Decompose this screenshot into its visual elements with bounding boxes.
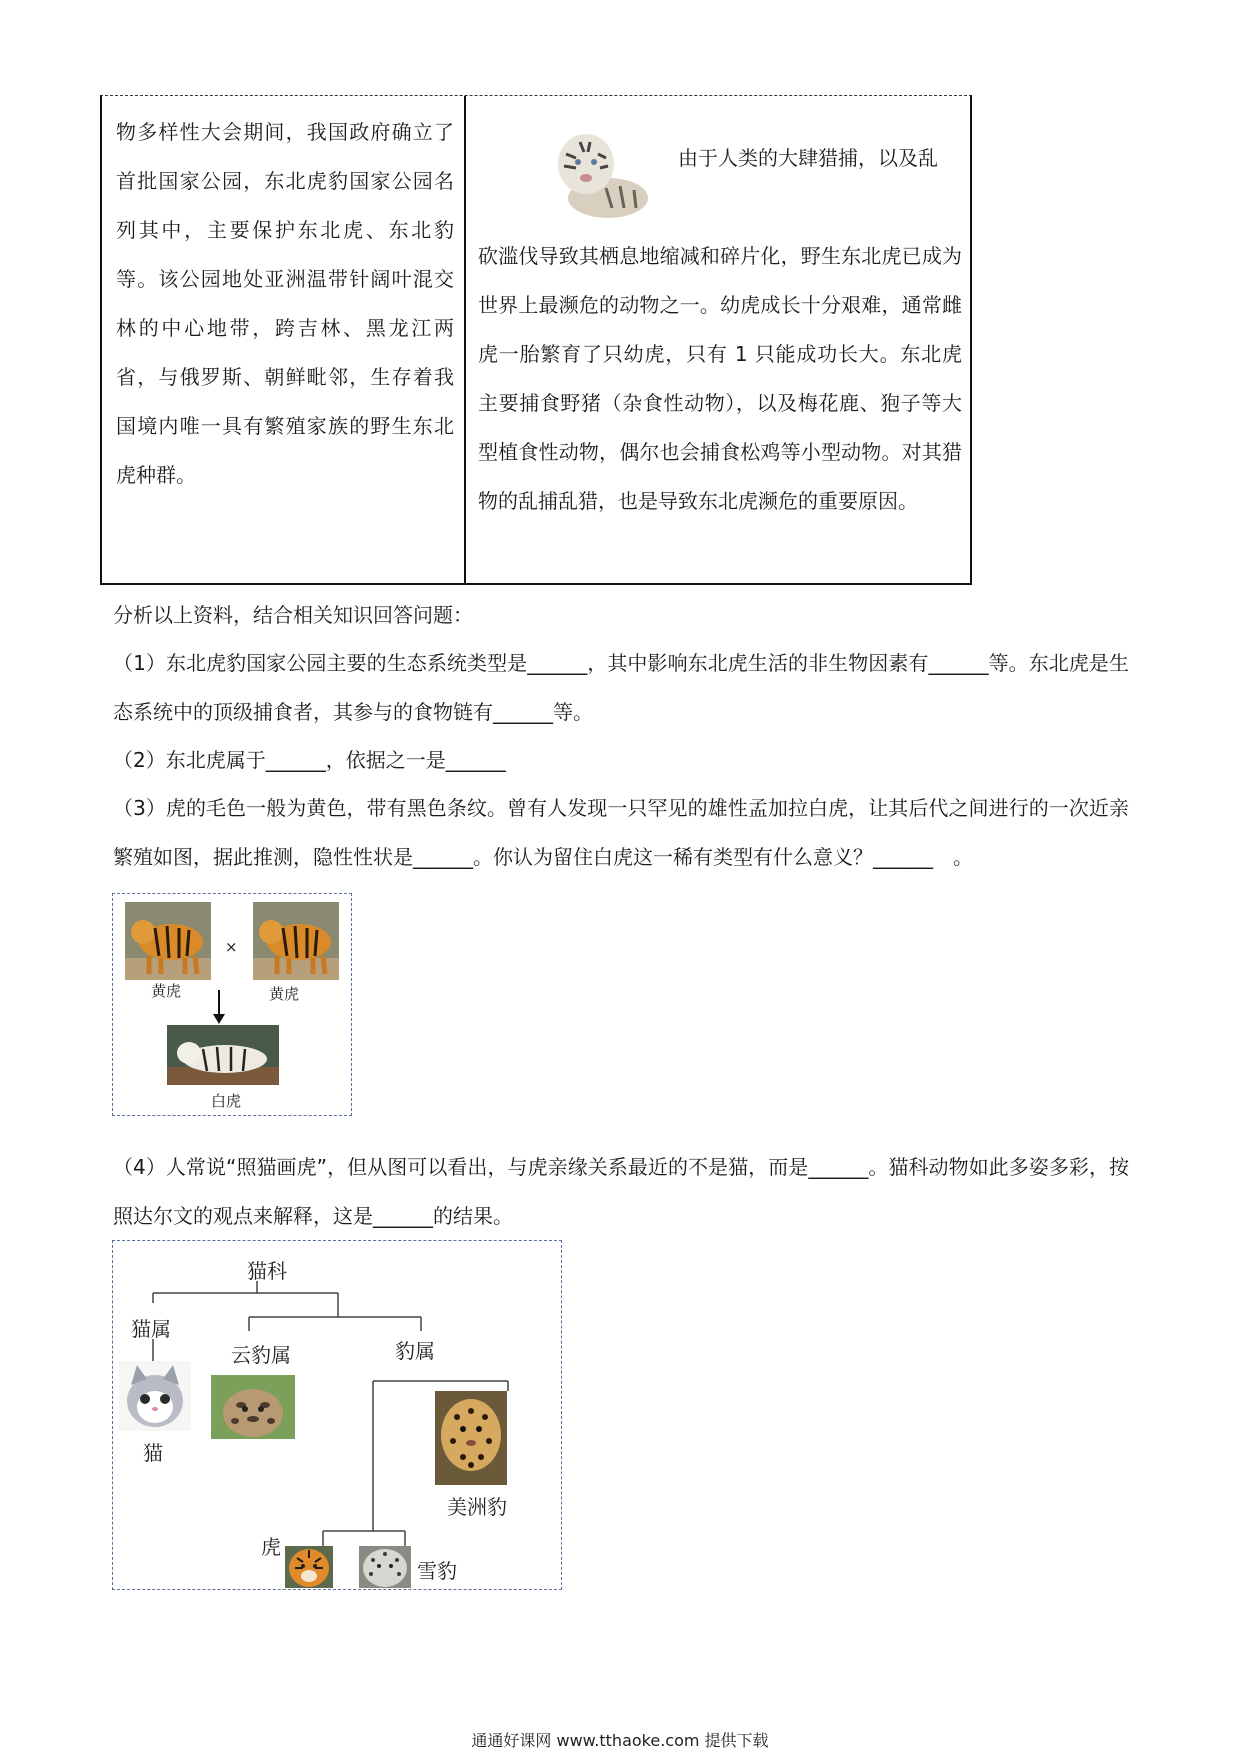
material-left-column xyxy=(102,96,466,583)
material-table xyxy=(100,95,972,585)
white-tiger-offspring-photo xyxy=(167,1025,279,1085)
tiger-label: 虎 xyxy=(261,1535,281,1559)
parent2-tiger-photo xyxy=(253,902,339,980)
tree-diagram xyxy=(112,1240,562,1590)
material-left-text: 物多样性大会期间，我国政府确立了首批国家公园，东北虎豹国家公园名列其中，主要保护东北虎、东北豹等。该公园地处亚洲温带针阔叶混交林的中心地带，跨吉林、黑龙江两省，与俄罗斯、朝鲜毗邻，生存着我国境内唯一具有繁殖家族的野生东北虎种群。 xyxy=(116,120,454,487)
clouded-leopard-photo xyxy=(211,1375,295,1439)
cross-diagram xyxy=(112,893,352,1116)
white-tiger-photo xyxy=(546,124,650,218)
question-2: （2）东北虎属于______，依据之一是______ xyxy=(113,748,506,772)
cat-photo xyxy=(119,1361,191,1431)
family-label: 猫科 xyxy=(247,1259,287,1283)
genus-clouded-leopard-label: 云豹属 xyxy=(231,1343,291,1367)
snow-leopard-label: 雪豹 xyxy=(417,1559,457,1583)
tiger-photo xyxy=(285,1546,333,1588)
genus-panthera-label: 豹属 xyxy=(395,1339,435,1363)
parent1-tiger-photo xyxy=(125,902,211,980)
intro-text: 分析以上资料，结合相关知识回答问题： xyxy=(113,603,473,627)
down-arrow xyxy=(213,990,225,1024)
parent1-label: 黄虎 xyxy=(151,982,182,1000)
jaguar-label: 美洲豹 xyxy=(447,1495,507,1519)
snow-leopard-photo xyxy=(359,1546,411,1588)
parent2-label: 黄虎 xyxy=(269,985,300,1003)
cat-label: 猫 xyxy=(143,1441,163,1465)
question-3: （3）虎的毛色一般为黄色，带有黑色条纹。曾有人发现一只罕见的雄性孟加拉白虎，让其后代之间进行的一次近亲繁殖如图，据此推测，隐性性状是______。你认为留住白虎这一稀有类型有什么意义？______ 。 xyxy=(113,796,1129,869)
question-1: （1）东北虎豹国家公园主要的生态系统类型是______，其中影响东北虎生活的非生物因素有______等。东北虎是生态系统中的顶级捕食者，其参与的食物链有______等。 xyxy=(113,651,1129,724)
page-footer: 通通好课网 www.tthaoke.com 提供下载 xyxy=(471,1731,769,1750)
cross-symbol: × xyxy=(225,938,238,956)
material-right-text: 砍滥伐导致其栖息地缩减和碎片化，野生东北虎已成为世界上最濒危的动物之一。幼虎成长十分艰难，通常雌虎一胎繁育了只幼虎，只有 1 只能成功长大。东北虎主要捕食野猪（杂食性动物），以及梅花鹿、狍子等大型植食性动物，偶尔也会捕食松鸡等小型动物。对其猎物的乱捕乱猎，也是导致东北虎濒危的重要原因。 xyxy=(478,244,962,513)
material-right-column xyxy=(466,96,972,583)
question-4: （4）人常说“照猫画虎”，但从图可以看出，与虎亲缘关系最近的不是猫，而是______。猫科动物如此多姿多彩，按照达尔文的观点来解释，这是______的结果。 xyxy=(113,1155,1129,1228)
material-right-first-line: 由于人类的大肆猎捕，以及乱 xyxy=(678,146,938,170)
offspring-label: 白虎 xyxy=(211,1092,242,1110)
jaguar-photo xyxy=(435,1391,507,1485)
genus-cat-label: 猫属 xyxy=(131,1317,171,1341)
